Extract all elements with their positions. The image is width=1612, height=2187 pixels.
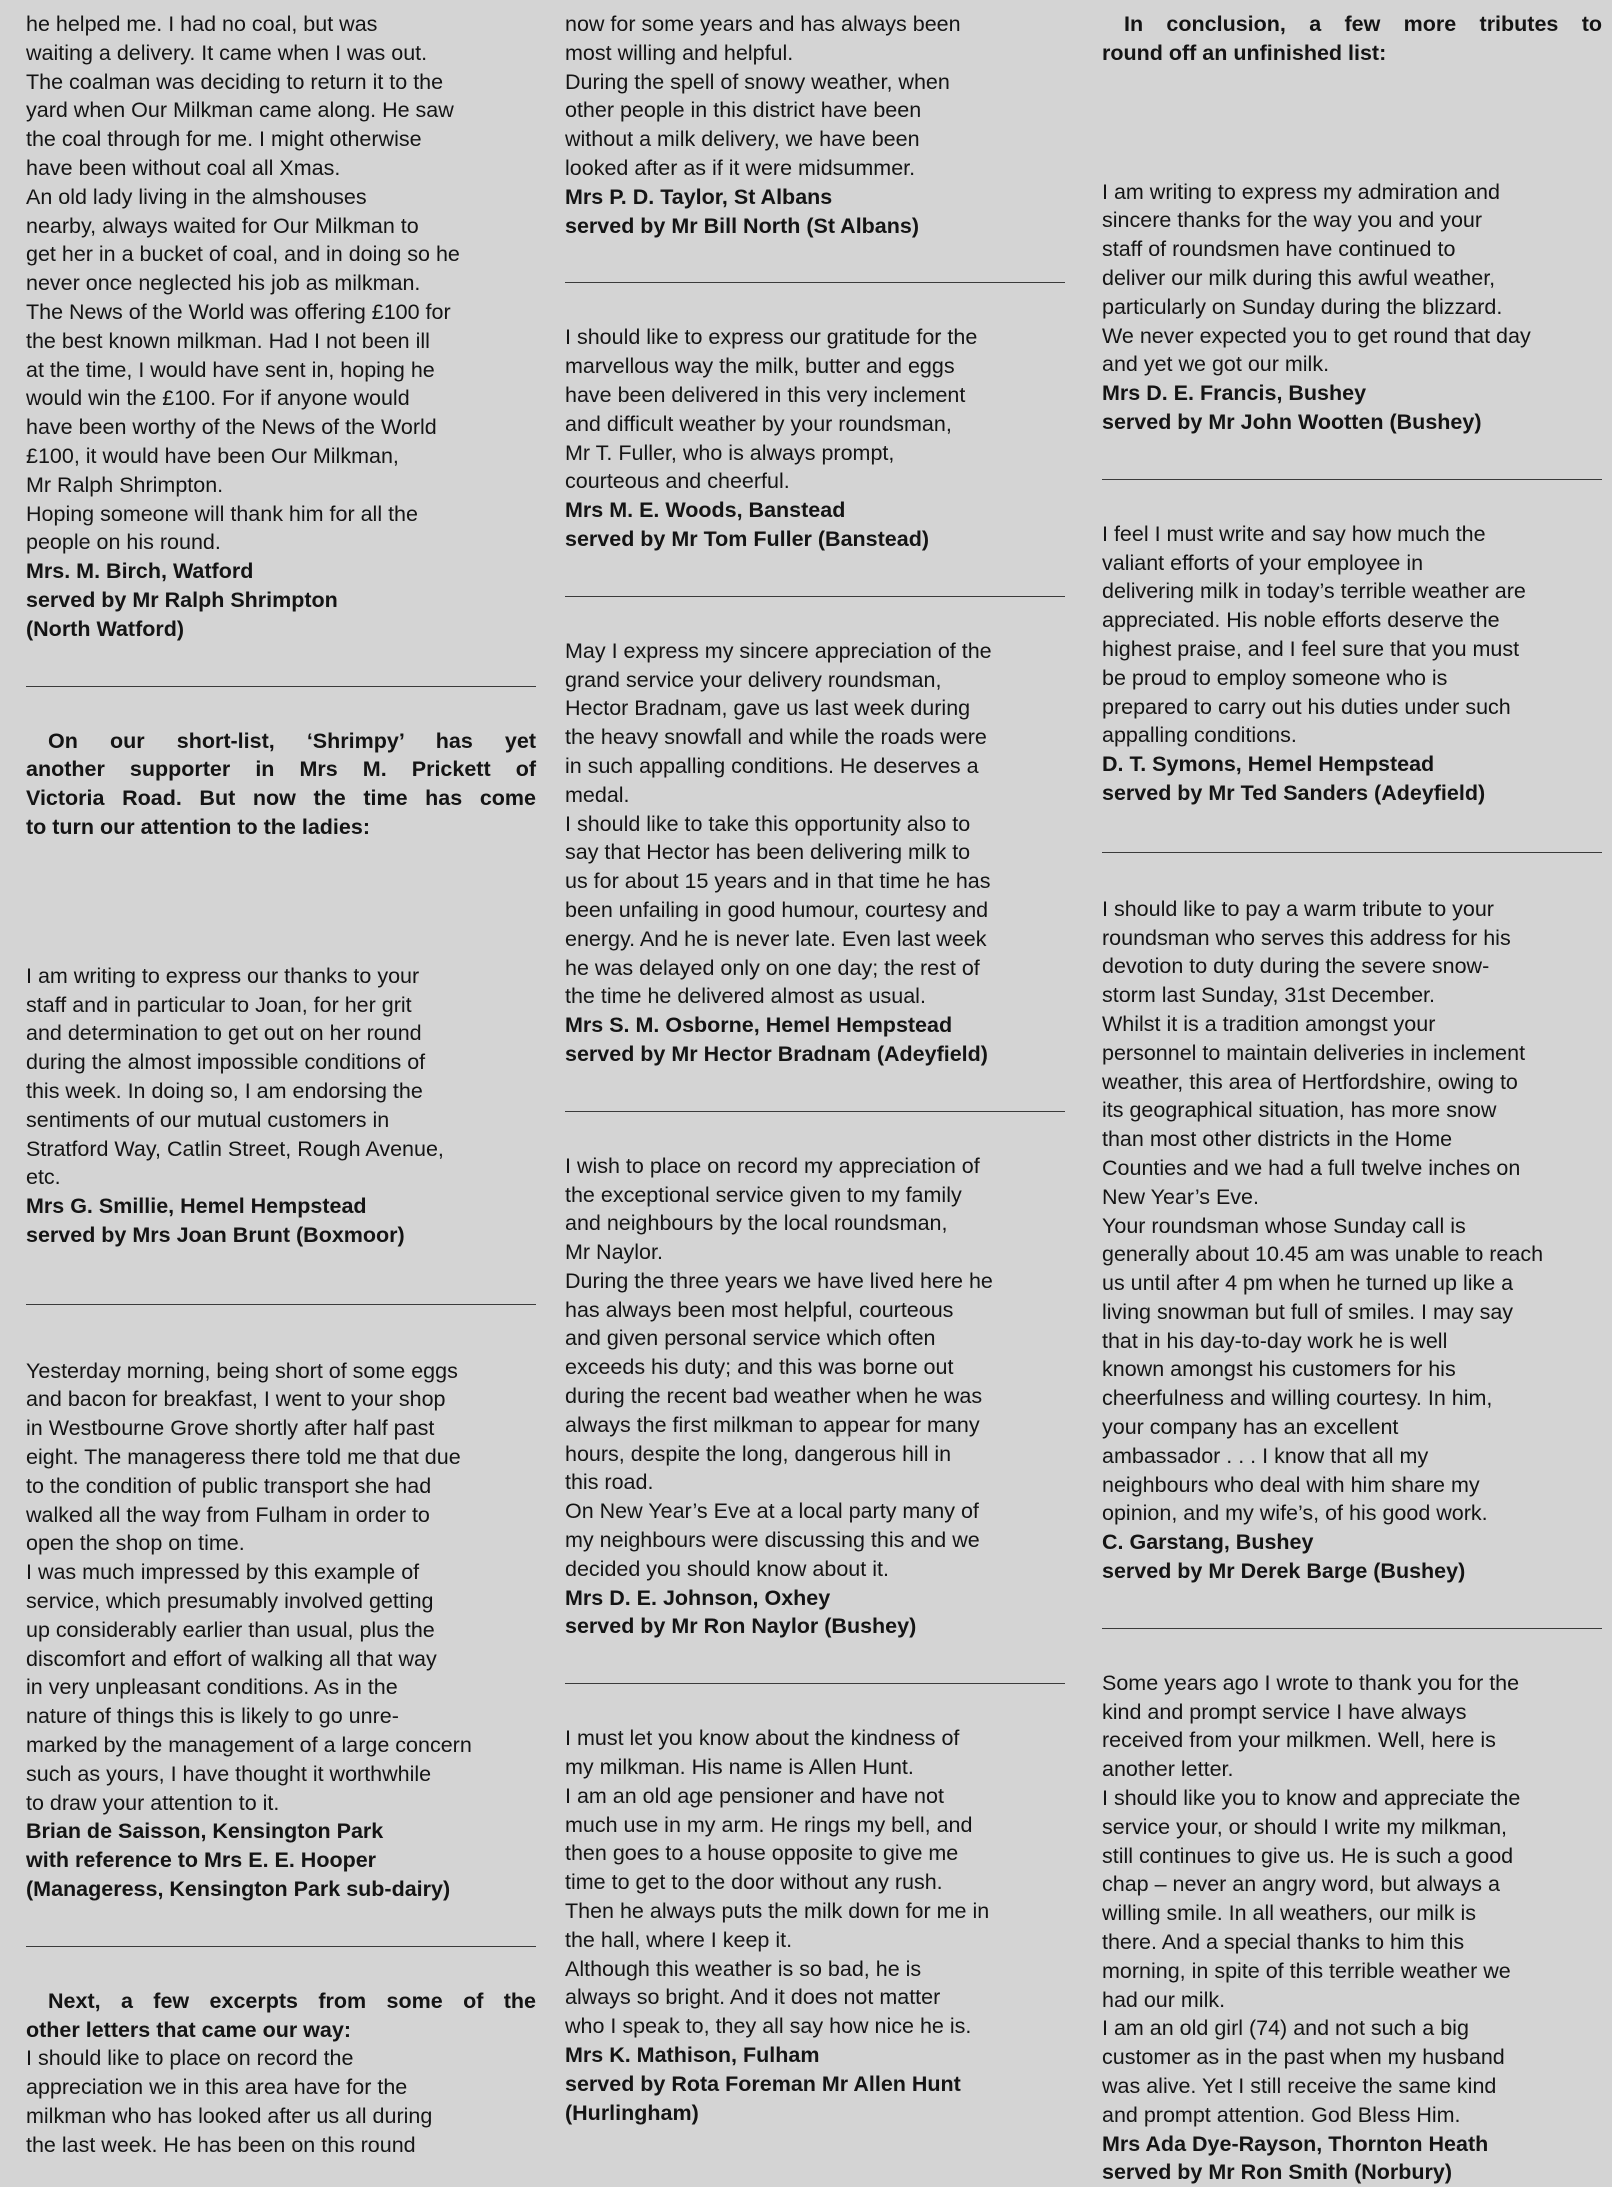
text-block bbox=[565, 1724, 1065, 2127]
text-line: roundsman who serves this address for his bbox=[1102, 925, 1511, 950]
signature-line: Brian de Saisson, Kensington Park bbox=[26, 1819, 384, 1844]
text-line: he was delayed only on one day; the rest of bbox=[565, 955, 980, 980]
text-line: customer as in the past when my husband bbox=[1102, 2045, 1505, 2070]
signature-line: (Hurlingham) bbox=[565, 2100, 699, 2125]
text-line: eight. The manageress there told me that due bbox=[26, 1445, 461, 1470]
signature-line: Mrs D. E. Johnson, Oxhey bbox=[565, 1585, 831, 1610]
text-line: your company has an excellent bbox=[1102, 1415, 1399, 1440]
text-line: never once neglected his job as milkman. bbox=[26, 271, 421, 296]
text-line: most willing and helpful. bbox=[565, 40, 794, 65]
text-line: other people in this district have been bbox=[565, 98, 922, 123]
text-line: without a milk delivery, we have been bbox=[565, 127, 920, 152]
text-line: We never expected you to get round that day bbox=[1102, 323, 1531, 348]
text-line: courteous and cheerful. bbox=[565, 469, 790, 494]
text-block bbox=[1102, 520, 1602, 808]
text-line: then goes to a house opposite to give me bbox=[565, 1841, 959, 1866]
text-line: cheerfulness and willing courtesy. In him, bbox=[1102, 1386, 1493, 1411]
column-right bbox=[1102, 10, 1602, 2187]
signature-line: served by Mr Ron Smith (Norbury) bbox=[1102, 2160, 1453, 2185]
text-line: in such appalling conditions. He deserves a bbox=[565, 753, 979, 778]
text-line: he helped me. I had no coal, but was bbox=[26, 12, 378, 36]
signature-line: served by Mr Bill North (St Albans) bbox=[565, 213, 920, 238]
signature-line: served by Mr Tom Fuller (Banstead) bbox=[565, 526, 929, 551]
text-line: I wish to place on record my appreciation of bbox=[565, 1153, 980, 1178]
text-line: been unfailing in good humour, courtesy and bbox=[565, 897, 989, 922]
text-line: opinion, and my wife’s, of his good work. bbox=[1102, 1501, 1488, 1526]
text-line: appreciation we in this area have for the bbox=[26, 2075, 408, 2100]
text-line: An old lady living in the almshouses bbox=[26, 184, 367, 209]
text-line: and neighbours by the local roundsman, bbox=[565, 1211, 948, 1236]
text-line: living snowman but full of smiles. I may say bbox=[1102, 1299, 1514, 1324]
text-line: nearby, always waited for Our Milkman to bbox=[26, 213, 419, 238]
text-line: the coal through for me. I might otherwise bbox=[26, 127, 422, 152]
text-line: people on his round. bbox=[26, 530, 221, 555]
signature-line: served by Rota Foreman Mr Allen Hunt bbox=[565, 2071, 961, 2096]
text-block bbox=[26, 727, 536, 842]
text-block bbox=[1102, 10, 1602, 68]
text-line: waiting a delivery. It came when I was out. bbox=[26, 40, 428, 65]
text-line: this road. bbox=[565, 1470, 654, 1495]
text-line: to the condition of public transport she had bbox=[26, 1473, 432, 1498]
text-line: and difficult weather by your roundsman, bbox=[565, 411, 952, 436]
text-block bbox=[565, 10, 1065, 240]
text-line: received from your milkmen. Well, here is bbox=[1102, 1728, 1496, 1753]
text-line: Yesterday morning, being short of some eggs bbox=[26, 1358, 458, 1383]
intro-line: Next, a few excerpts from some of the bbox=[48, 1988, 536, 2013]
text-line: devotion to duty during the severe snow- bbox=[1102, 954, 1490, 979]
text-line: Your roundsman whose Sunday call is bbox=[1102, 1213, 1466, 1238]
text-block bbox=[1102, 895, 1602, 1586]
signature-line: Mrs. M. Birch, Watford bbox=[26, 559, 254, 584]
text-line: and prompt attention. God Bless Him. bbox=[1102, 2102, 1461, 2127]
signature-line: served by Mr Hector Bradnam (Adeyfield) bbox=[565, 1041, 988, 1066]
text-line: time to get to the door without any rush. bbox=[565, 1870, 943, 1895]
signature-line: (Manageress, Kensington Park sub-dairy) bbox=[26, 1877, 451, 1902]
text-line: £100, it would have been Our Milkman, bbox=[26, 443, 399, 468]
text-line: the last week. He has been on this round bbox=[26, 2132, 416, 2157]
text-line: my milkman. His name is Allen Hunt. bbox=[565, 1755, 914, 1780]
text-line: yard when Our Milkman came along. He saw bbox=[26, 98, 454, 123]
intro-line: round off an unfinished list: bbox=[1102, 40, 1387, 65]
text-line: had our milk. bbox=[1102, 1987, 1226, 2012]
text-line: personnel to maintain deliveries in inclement bbox=[1102, 1040, 1526, 1065]
text-line: service, which presumably involved getting bbox=[26, 1589, 434, 1614]
column-left bbox=[26, 10, 536, 2160]
text-line: ambassador . . . I know that all my bbox=[1102, 1443, 1429, 1468]
signature-line: served by Mr Ted Sanders (Adeyfield) bbox=[1102, 780, 1486, 805]
text-line: weather, this area of Hertfordshire, owing to bbox=[1102, 1069, 1518, 1094]
text-line: I was much impressed by this example of bbox=[26, 1560, 420, 1585]
intro-line: Victoria Road. But now the time has come bbox=[26, 786, 536, 811]
intro-line: other letters that came our way: bbox=[26, 2017, 351, 2042]
text-line: I am an old girl (74) and not such a big bbox=[1102, 2016, 1469, 2041]
text-line: New Year’s Eve. bbox=[1102, 1184, 1259, 1209]
text-line: my neighbours were discussing this and we bbox=[565, 1528, 980, 1553]
text-line: much use in my arm. He rings my bell, and bbox=[565, 1812, 973, 1837]
text-line: up considerably earlier than usual, plus the bbox=[26, 1617, 435, 1642]
text-line: prepared to carry out his duties under such bbox=[1102, 694, 1511, 719]
text-line: open the shop on time. bbox=[26, 1531, 245, 1556]
text-line: its geographical situation, has more snow bbox=[1102, 1098, 1497, 1123]
text-line: etc. bbox=[26, 1165, 61, 1190]
text-line: delivering milk in today’s terrible weather are bbox=[1102, 579, 1526, 604]
text-block bbox=[565, 637, 1065, 1069]
text-line: now for some years and has always been bbox=[565, 12, 961, 36]
signature-line: Mrs K. Mathison, Fulham bbox=[565, 2043, 820, 2068]
text-line: The coalman was deciding to return it to the bbox=[26, 69, 444, 94]
text-line: I am writing to express my admiration and bbox=[1102, 179, 1500, 204]
text-line: Then he always puts the milk down for me in bbox=[565, 1899, 990, 1924]
text-line: at the time, I would have sent in, hoping he bbox=[26, 357, 435, 382]
signature-line: Mrs Ada Dye-Rayson, Thornton Heath bbox=[1102, 2131, 1489, 2156]
text-line: exceeds his duty; and this was borne out bbox=[565, 1355, 954, 1380]
text-line: say that Hector has been delivering milk to bbox=[565, 840, 971, 865]
text-line: always so bright. And it does not matter bbox=[565, 1985, 941, 2010]
intro-line: another supporter in Mrs M. Prickett of bbox=[26, 757, 536, 782]
text-line: willing smile. In all weathers, our milk is bbox=[1102, 1901, 1476, 1926]
text-line: I should like to place on record the bbox=[26, 2046, 354, 2071]
text-line: have been without coal all Xmas. bbox=[26, 155, 341, 180]
text-line: sentiments of our mutual customers in bbox=[26, 1107, 390, 1132]
text-line: decided you should know about it. bbox=[565, 1556, 889, 1581]
text-line: Although this weather is so bad, he is bbox=[565, 1956, 922, 1981]
text-line: grand service your delivery roundsman, bbox=[565, 667, 942, 692]
text-line: hours, despite the long, dangerous hill in bbox=[565, 1441, 952, 1466]
text-line: service your, or should I write my milkman, bbox=[1102, 1814, 1508, 1839]
text-line: On New Year’s Eve at a local party many of bbox=[565, 1499, 979, 1524]
text-line: Mr T. Fuller, who is always prompt, bbox=[565, 440, 895, 465]
text-line: I am an old age pensioner and have not bbox=[565, 1783, 944, 1808]
signature-line: Mrs P. D. Taylor, St Albans bbox=[565, 184, 833, 209]
text-line: and determination to get out on her round bbox=[26, 1021, 422, 1046]
text-line: kind and prompt service I have always bbox=[1102, 1699, 1467, 1724]
text-line: such as yours, I have thought it worthwhile bbox=[26, 1761, 432, 1786]
text-line: get her in a bucket of coal, and in doing so he bbox=[26, 242, 460, 267]
text-line: still continues to give us. He is such a good bbox=[1102, 1843, 1514, 1868]
text-line: neighbours who deal with him share my bbox=[1102, 1472, 1480, 1497]
text-line: would win the £100. For if anyone would bbox=[26, 386, 410, 411]
text-line: walked all the way from Fulham in order to bbox=[26, 1502, 430, 1527]
text-line: Stratford Way, Catlin Street, Rough Avenue, bbox=[26, 1136, 444, 1161]
text-line: storm last Sunday, 31st December. bbox=[1102, 983, 1435, 1008]
signature-line: Mrs S. M. Osborne, Hemel Hempstead bbox=[565, 1013, 953, 1038]
text-line: energy. And he is never late. Even last week bbox=[565, 926, 987, 951]
signature-line: Mrs M. E. Woods, Banstead bbox=[565, 498, 846, 523]
text-line: The News of the World was offering £100 for bbox=[26, 299, 451, 324]
text-block bbox=[1102, 178, 1602, 437]
text-line: chap – never an angry word, but always a bbox=[1102, 1872, 1500, 1897]
text-line: this week. In doing so, I am endorsing the bbox=[26, 1078, 423, 1103]
text-line: Whilst it is a tradition amongst your bbox=[1102, 1011, 1436, 1036]
text-block bbox=[565, 1152, 1065, 1642]
text-line: Hector Bradnam, gave us last week during bbox=[565, 696, 971, 721]
text-line: Mr Ralph Shrimpton. bbox=[26, 472, 224, 497]
text-line: the exceptional service given to my family bbox=[565, 1182, 962, 1207]
text-line: I feel I must write and say how much the bbox=[1102, 521, 1486, 546]
text-line: discomfort and effort of walking all that way bbox=[26, 1646, 437, 1671]
text-line: medal. bbox=[565, 782, 630, 807]
text-line: valiant efforts of your employee in bbox=[1102, 550, 1424, 575]
text-block bbox=[26, 1357, 536, 1904]
text-line: particularly on Sunday during the blizzard. bbox=[1102, 294, 1503, 319]
text-line: in Westbourne Grove shortly after half past bbox=[26, 1416, 435, 1441]
text-line: generally about 10.45 am was unable to reach bbox=[1102, 1242, 1544, 1267]
text-line: May I express my sincere appreciation of the bbox=[565, 638, 992, 663]
text-line: appalling conditions. bbox=[1102, 723, 1297, 748]
text-line: the best known milkman. Had I not been ill bbox=[26, 328, 430, 353]
text-line: I should like to take this opportunity also to bbox=[565, 811, 971, 836]
text-line: the time he delivered almost as usual. bbox=[565, 984, 926, 1009]
text-line: I should like to express our gratitude for the bbox=[565, 325, 978, 350]
signature-line: served by Mr Ron Naylor (Bushey) bbox=[565, 1614, 917, 1639]
text-line: staff and in particular to Joan, for her grit bbox=[26, 992, 412, 1017]
text-line: has always been most helpful, courteous bbox=[565, 1297, 954, 1322]
text-line: the hall, where I keep it. bbox=[565, 1927, 793, 1952]
text-line: and given personal service which often bbox=[565, 1326, 936, 1351]
text-block bbox=[565, 323, 1065, 553]
signature-line: Mrs D. E. Francis, Bushey bbox=[1102, 381, 1367, 406]
intro-line: to turn our attention to the ladies: bbox=[26, 814, 370, 839]
signature-line: D. T. Symons, Hemel Hempstead bbox=[1102, 752, 1435, 777]
text-line: marvellous way the milk, butter and eggs bbox=[565, 354, 955, 379]
intro-line: On our short-list, ‘Shrimpy’ has yet bbox=[48, 728, 536, 753]
text-line: milkman who has looked after us all during bbox=[26, 2104, 433, 2129]
text-line: have been worthy of the News of the World bbox=[26, 415, 437, 440]
text-line: another letter. bbox=[1102, 1757, 1234, 1782]
text-block bbox=[26, 1987, 536, 2160]
text-line: always the first milkman to appear for many bbox=[565, 1412, 980, 1437]
text-line: morning, in spite of this terrible weather we bbox=[1102, 1958, 1511, 1983]
text-block bbox=[1102, 1669, 1602, 2187]
text-line: the heavy snowfall and while the roads were bbox=[565, 725, 987, 750]
text-line: sincere thanks for the way you and your bbox=[1102, 208, 1483, 233]
text-line: deliver our milk during this awful weather, bbox=[1102, 265, 1496, 290]
text-line: during the almost impossible conditions of bbox=[26, 1050, 426, 1075]
text-block bbox=[26, 962, 536, 1250]
signature-line: C. Garstang, Bushey bbox=[1102, 1530, 1314, 1555]
text-line: and bacon for breakfast, I went to your shop bbox=[26, 1387, 446, 1412]
text-line: appreciated. His noble efforts deserve the bbox=[1102, 608, 1500, 633]
text-line: who I speak to, they all say how nice he is. bbox=[565, 2014, 972, 2039]
text-line: that in his day-to-day work he is well bbox=[1102, 1328, 1448, 1353]
signature-line: served by Mr John Wootten (Bushey) bbox=[1102, 409, 1482, 434]
text-line: looked after as if it were midsummer. bbox=[565, 155, 916, 180]
text-line: I should like to pay a warm tribute to your bbox=[1102, 896, 1494, 921]
text-line: Mr Naylor. bbox=[565, 1240, 663, 1265]
text-line: in very unpleasant conditions. As in the bbox=[26, 1675, 398, 1700]
text-line: to draw your attention to it. bbox=[26, 1790, 280, 1815]
text-line: than most other districts in the Home bbox=[1102, 1127, 1453, 1152]
text-line: and yet we got our milk. bbox=[1102, 352, 1330, 377]
text-line: highest praise, and I feel sure that you must bbox=[1102, 636, 1520, 661]
text-line: nature of things this is likely to go unre- bbox=[26, 1704, 399, 1729]
text-line: During the spell of snowy weather, when bbox=[565, 69, 950, 94]
text-line: there. And a special thanks to him this bbox=[1102, 1930, 1465, 1955]
signature-line: with reference to Mrs E. E. Hooper bbox=[26, 1848, 377, 1873]
text-line: during the recent bad weather when he was bbox=[565, 1384, 983, 1409]
text-line: I must let you know about the kindness of bbox=[565, 1726, 960, 1751]
text-line: marked by the management of a large concern bbox=[26, 1733, 472, 1758]
signature-line: served by Mrs Joan Brunt (Boxmoor) bbox=[26, 1222, 405, 1247]
text-line: us for about 15 years and in that time he has bbox=[565, 869, 991, 894]
text-line: be proud to employ someone who is bbox=[1102, 665, 1448, 690]
text-line: Hoping someone will thank him for all the bbox=[26, 501, 418, 526]
text-line: Counties and we had a full twelve inches on bbox=[1102, 1155, 1521, 1180]
text-line: I should like you to know and appreciate the bbox=[1102, 1786, 1521, 1811]
intro-line: In conclusion, a few more tributes to bbox=[1124, 12, 1602, 36]
text-line: have been delivered in this very inclement bbox=[565, 382, 966, 407]
text-line: Some years ago I wrote to thank you for the bbox=[1102, 1670, 1520, 1695]
text-line: During the three years we have lived here he bbox=[565, 1268, 993, 1293]
signature-line: served by Mr Ralph Shrimpton bbox=[26, 587, 338, 612]
column-middle bbox=[565, 10, 1065, 2127]
text-line: staff of roundsmen have continued to bbox=[1102, 237, 1456, 262]
signature-line: served by Mr Derek Barge (Bushey) bbox=[1102, 1559, 1466, 1584]
text-line: us until after 4 pm when he turned up like a bbox=[1102, 1271, 1514, 1296]
signature-line: Mrs G. Smillie, Hemel Hempstead bbox=[26, 1194, 367, 1219]
text-line: I am writing to express our thanks to your bbox=[26, 963, 420, 988]
text-line: was alive. Yet I still receive the same kind bbox=[1102, 2074, 1497, 2099]
text-line: known amongst his customers for his bbox=[1102, 1357, 1456, 1382]
text-block bbox=[26, 10, 536, 644]
signature-line: (North Watford) bbox=[26, 616, 185, 641]
